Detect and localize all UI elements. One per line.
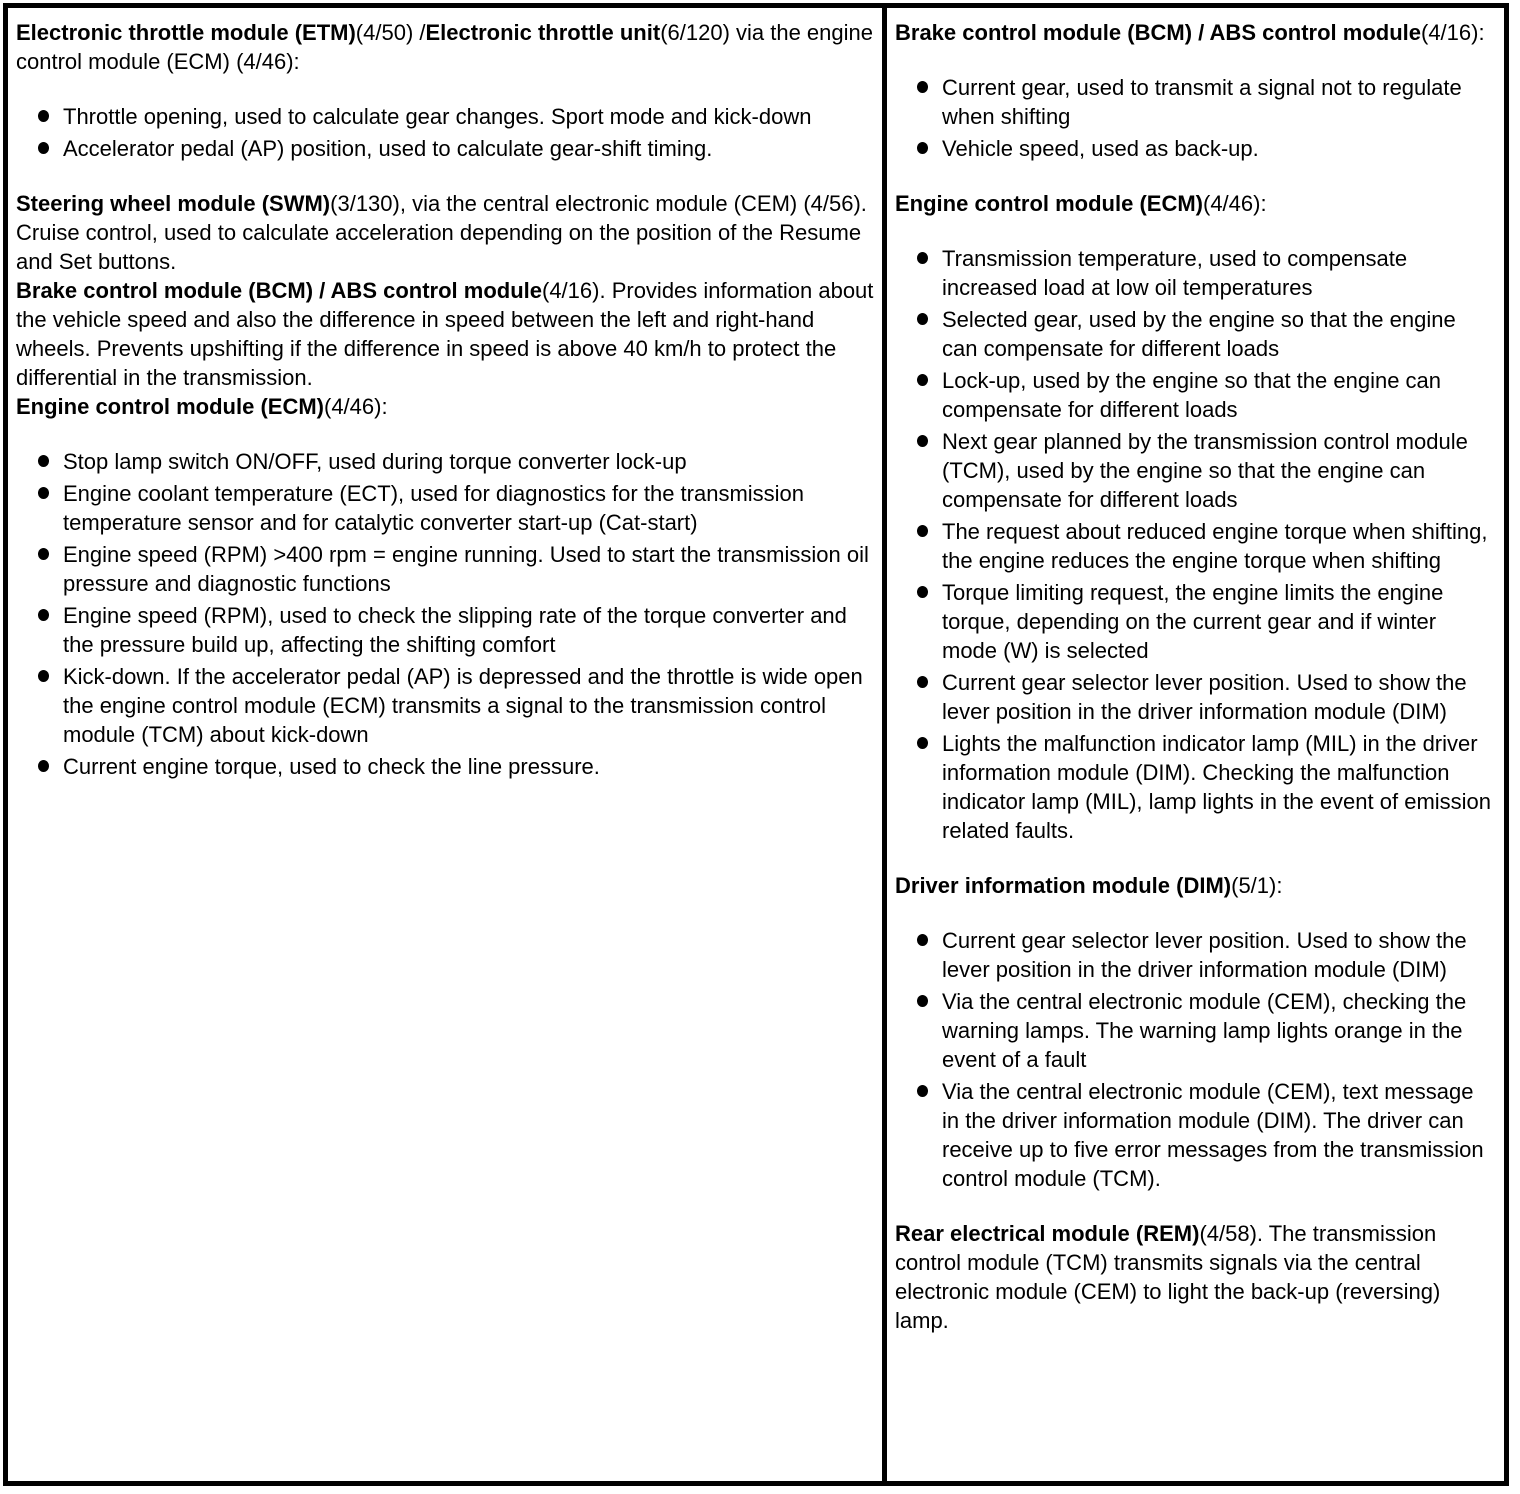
bullet-item (38, 601, 874, 659)
bullet-item (917, 305, 1494, 363)
bullet-icon (38, 142, 49, 154)
module-name-text: Electronic throttle unit (425, 20, 661, 45)
bullet-text: Current gear selector lever position. Used to show the lever position in the driver information module (DIM) (942, 928, 1467, 982)
right-column (882, 8, 1504, 1481)
bullet-item (38, 752, 874, 781)
signal-table (3, 3, 1509, 1486)
body-text: (6/120) via the engine control module (ECM) (4/46): (16, 20, 874, 74)
bullet-icon (917, 995, 928, 1007)
bullet-text: Next gear planned by the transmission control module (TCM), used by the engine so that the engine can compensate for different loads (942, 429, 1468, 512)
module-name-text: Steering wheel module (SWM) (16, 191, 331, 216)
module-name-text: Electronic throttle module (ETM) (16, 20, 356, 45)
bullet-icon (38, 110, 49, 122)
bullet-item (38, 479, 874, 537)
bullet-icon (917, 142, 928, 154)
bullet-icon (917, 252, 928, 264)
body-text: (5/1): (1231, 873, 1283, 898)
bullet-icon (38, 670, 49, 682)
bullet-icon (38, 760, 49, 772)
bullet-text: Engine speed (RPM) >400 rpm = engine running. Used to start the transmission oil pressure and diagnostic functions (63, 542, 869, 596)
module-name-text: Driver information module (DIM) (895, 873, 1232, 898)
paragraph (16, 276, 874, 392)
bullet-text: Selected gear, used by the engine so that the engine can compensate for different loads (942, 307, 1456, 361)
bullet-icon (917, 374, 928, 386)
bullet-list (895, 244, 1494, 845)
bullet-text: Torque limiting request, the engine limits the engine torque, depending on the current gear and if winter mode (W) is selected (942, 580, 1444, 663)
bullet-item (917, 926, 1494, 984)
bullet-item (38, 102, 874, 131)
body-text: (4/46): (324, 394, 388, 419)
bullet-text: Vehicle speed, used as back-up. (942, 136, 1259, 161)
bullet-item (917, 366, 1494, 424)
body-text: (4/46): (1203, 191, 1267, 216)
paragraph (895, 189, 1494, 218)
bullet-text: Lights the malfunction indicator lamp (MIL) in the driver information module (DIM). Checking the malfunction indicator lamp (MIL), lamp lights in the event of emission related faults. (942, 731, 1492, 843)
bullet-text: The request about reduced engine torque when shifting, the engine reduces the engine torque when shifting (942, 519, 1488, 573)
module-name-text: Engine control module (ECM) (895, 191, 1203, 216)
bullet-icon (38, 548, 49, 560)
bullet-item (917, 668, 1494, 726)
bullet-item (917, 729, 1494, 845)
bullet-icon (917, 737, 928, 749)
bullet-icon (917, 586, 928, 598)
module-name-text: Engine control module (ECM) (16, 394, 324, 419)
paragraph (895, 871, 1494, 900)
body-text: (4/58). The transmission control module (TCM) transmits signals via the central electronic module (CEM) to light the back-up (reversing) lamp. (895, 1221, 1441, 1333)
bullet-list (16, 447, 874, 781)
bullet-item (917, 1077, 1494, 1193)
bullet-item (38, 540, 874, 598)
body-text: (3/130), via the central electronic module (CEM) (4/56). Cruise control, used to calculate acceleration depending on the position of the Resume and Set buttons. (16, 191, 867, 274)
bullet-item (917, 244, 1494, 302)
bullet-item (917, 427, 1494, 514)
bullet-icon (917, 435, 928, 447)
paragraph (16, 18, 874, 76)
bullet-item (917, 987, 1494, 1074)
bullet-icon (917, 934, 928, 946)
paragraph (895, 18, 1494, 47)
body-text: (4/16). Provides information about the vehicle speed and also the difference in speed between the left and right-hand wheels. Prevents upshifting if the difference in speed is above 40 km/h to protect the differential in the transmission. (16, 278, 874, 390)
bullet-text: Lock-up, used by the engine so that the engine can compensate for different loads (942, 368, 1442, 422)
bullet-icon (917, 313, 928, 325)
bullet-icon (917, 81, 928, 93)
paragraph (16, 392, 874, 421)
module-name-text: Rear electrical module (REM) (895, 1221, 1200, 1246)
bullet-item (917, 517, 1494, 575)
bullet-text: Engine speed (RPM), used to check the slipping rate of the torque converter and the pressure build up, affecting the shifting comfort (63, 603, 847, 657)
bullet-text: Via the central electronic module (CEM), checking the warning lamps. The warning lamp lights orange in the event of a fault (942, 989, 1467, 1072)
bullet-text: Accelerator pedal (AP) position, used to calculate gear-shift timing. (63, 136, 713, 161)
bullet-icon (38, 455, 49, 467)
bullet-text: Engine coolant temperature (ECT), used for diagnostics for the transmission temperature sensor and for catalytic converter start-up (Cat-start) (63, 481, 805, 535)
bullet-icon (917, 525, 928, 537)
body-text: (4/16): (1421, 20, 1485, 45)
body-text: (4/50) / (355, 20, 426, 45)
bullet-item (917, 73, 1494, 131)
bullet-text: Throttle opening, used to calculate gear changes. Sport mode and kick-down (63, 104, 812, 129)
paragraph (895, 1219, 1494, 1335)
bullet-text: Current gear, used to transmit a signal not to regulate when shifting (942, 75, 1462, 129)
bullet-item (38, 447, 874, 476)
bullet-icon (38, 609, 49, 621)
bullet-item (38, 662, 874, 749)
bullet-icon (917, 676, 928, 688)
bullet-text: Kick-down. If the accelerator pedal (AP) is depressed and the throttle is wide open the engine control module (ECM) transmits a signal to the transmission control module (TCM) about kick-down (63, 664, 863, 747)
bullet-list (16, 102, 874, 163)
bullet-text: Stop lamp switch ON/OFF, used during torque converter lock-up (63, 449, 687, 474)
bullet-text: Via the central electronic module (CEM), text message in the driver information module (DIM). The driver can receive up to five error messages from the transmission control module (TCM). (942, 1079, 1484, 1191)
bullet-text: Current gear selector lever position. Used to show the lever position in the driver information module (DIM) (942, 670, 1467, 724)
bullet-item (917, 578, 1494, 665)
module-name-text: Brake control module (BCM) / ABS control module (16, 278, 542, 303)
bullet-item (38, 134, 874, 163)
bullet-list (895, 73, 1494, 163)
bullet-text: Current engine torque, used to check the line pressure. (63, 754, 600, 779)
left-column (8, 8, 882, 1481)
module-name-text: Brake control module (BCM) / ABS control module (895, 20, 1421, 45)
bullet-icon (38, 487, 49, 499)
bullet-icon (917, 1085, 928, 1097)
paragraph (16, 189, 874, 276)
bullet-list (895, 926, 1494, 1193)
bullet-item (917, 134, 1494, 163)
bullet-text: Transmission temperature, used to compensate increased load at low oil temperatures (942, 246, 1408, 300)
